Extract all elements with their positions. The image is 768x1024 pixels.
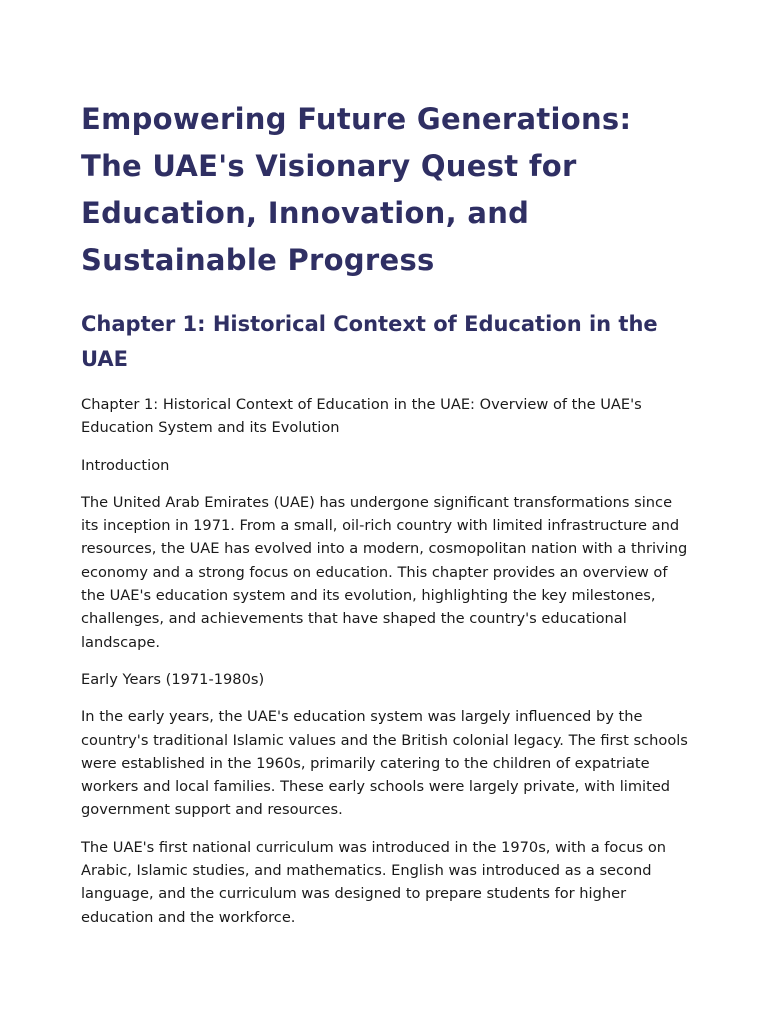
document-page (81, 96, 689, 929)
section-label-introduction: Introduction (81, 456, 170, 474)
chapter-subtitle-paragraph: Chapter 1: Historical Context of Education in the UAE: Overview of the UAE's Education System and its Evolution (81, 396, 642, 437)
chapter-heading: Chapter 1: Historical Context of Education in the UAE (81, 312, 658, 371)
section-label-early-years: Early Years (1971-1980s) (81, 670, 265, 688)
body-paragraph: The United Arab Emirates (UAE) has undergone significant transformations since its inception in 1971. From a small, oil-rich country with limited infrastructure and resources, the UAE has evolved into a modern, cosmopolitan nation with a thriving economy and a strong focus on education. This chapter provides an overview of the UAE's education system and its evolution, highlighting the key milestones, challenges, and achievements that have shaped the country's educational landscape. (81, 493, 688, 651)
document-title: Empowering Future Generations: The UAE's Visionary Quest for Education, Innovation, and Sustainable Progress (81, 102, 632, 277)
body-paragraph: The UAE's first national curriculum was introduced in the 1970s, with a focus on Arabic, Islamic studies, and mathematics. English was introduced as a second language, and the curriculum was designed to prepare students for higher education and the workforce. (81, 838, 667, 926)
body-paragraph: In the early years, the UAE's education system was largely influenced by the country's traditional Islamic values and the British colonial legacy. The first schools were established in the 1960s, primarily catering to the children of expatriate workers and local families. These early schools were largely private, with limited government support and resources. (81, 708, 688, 819)
